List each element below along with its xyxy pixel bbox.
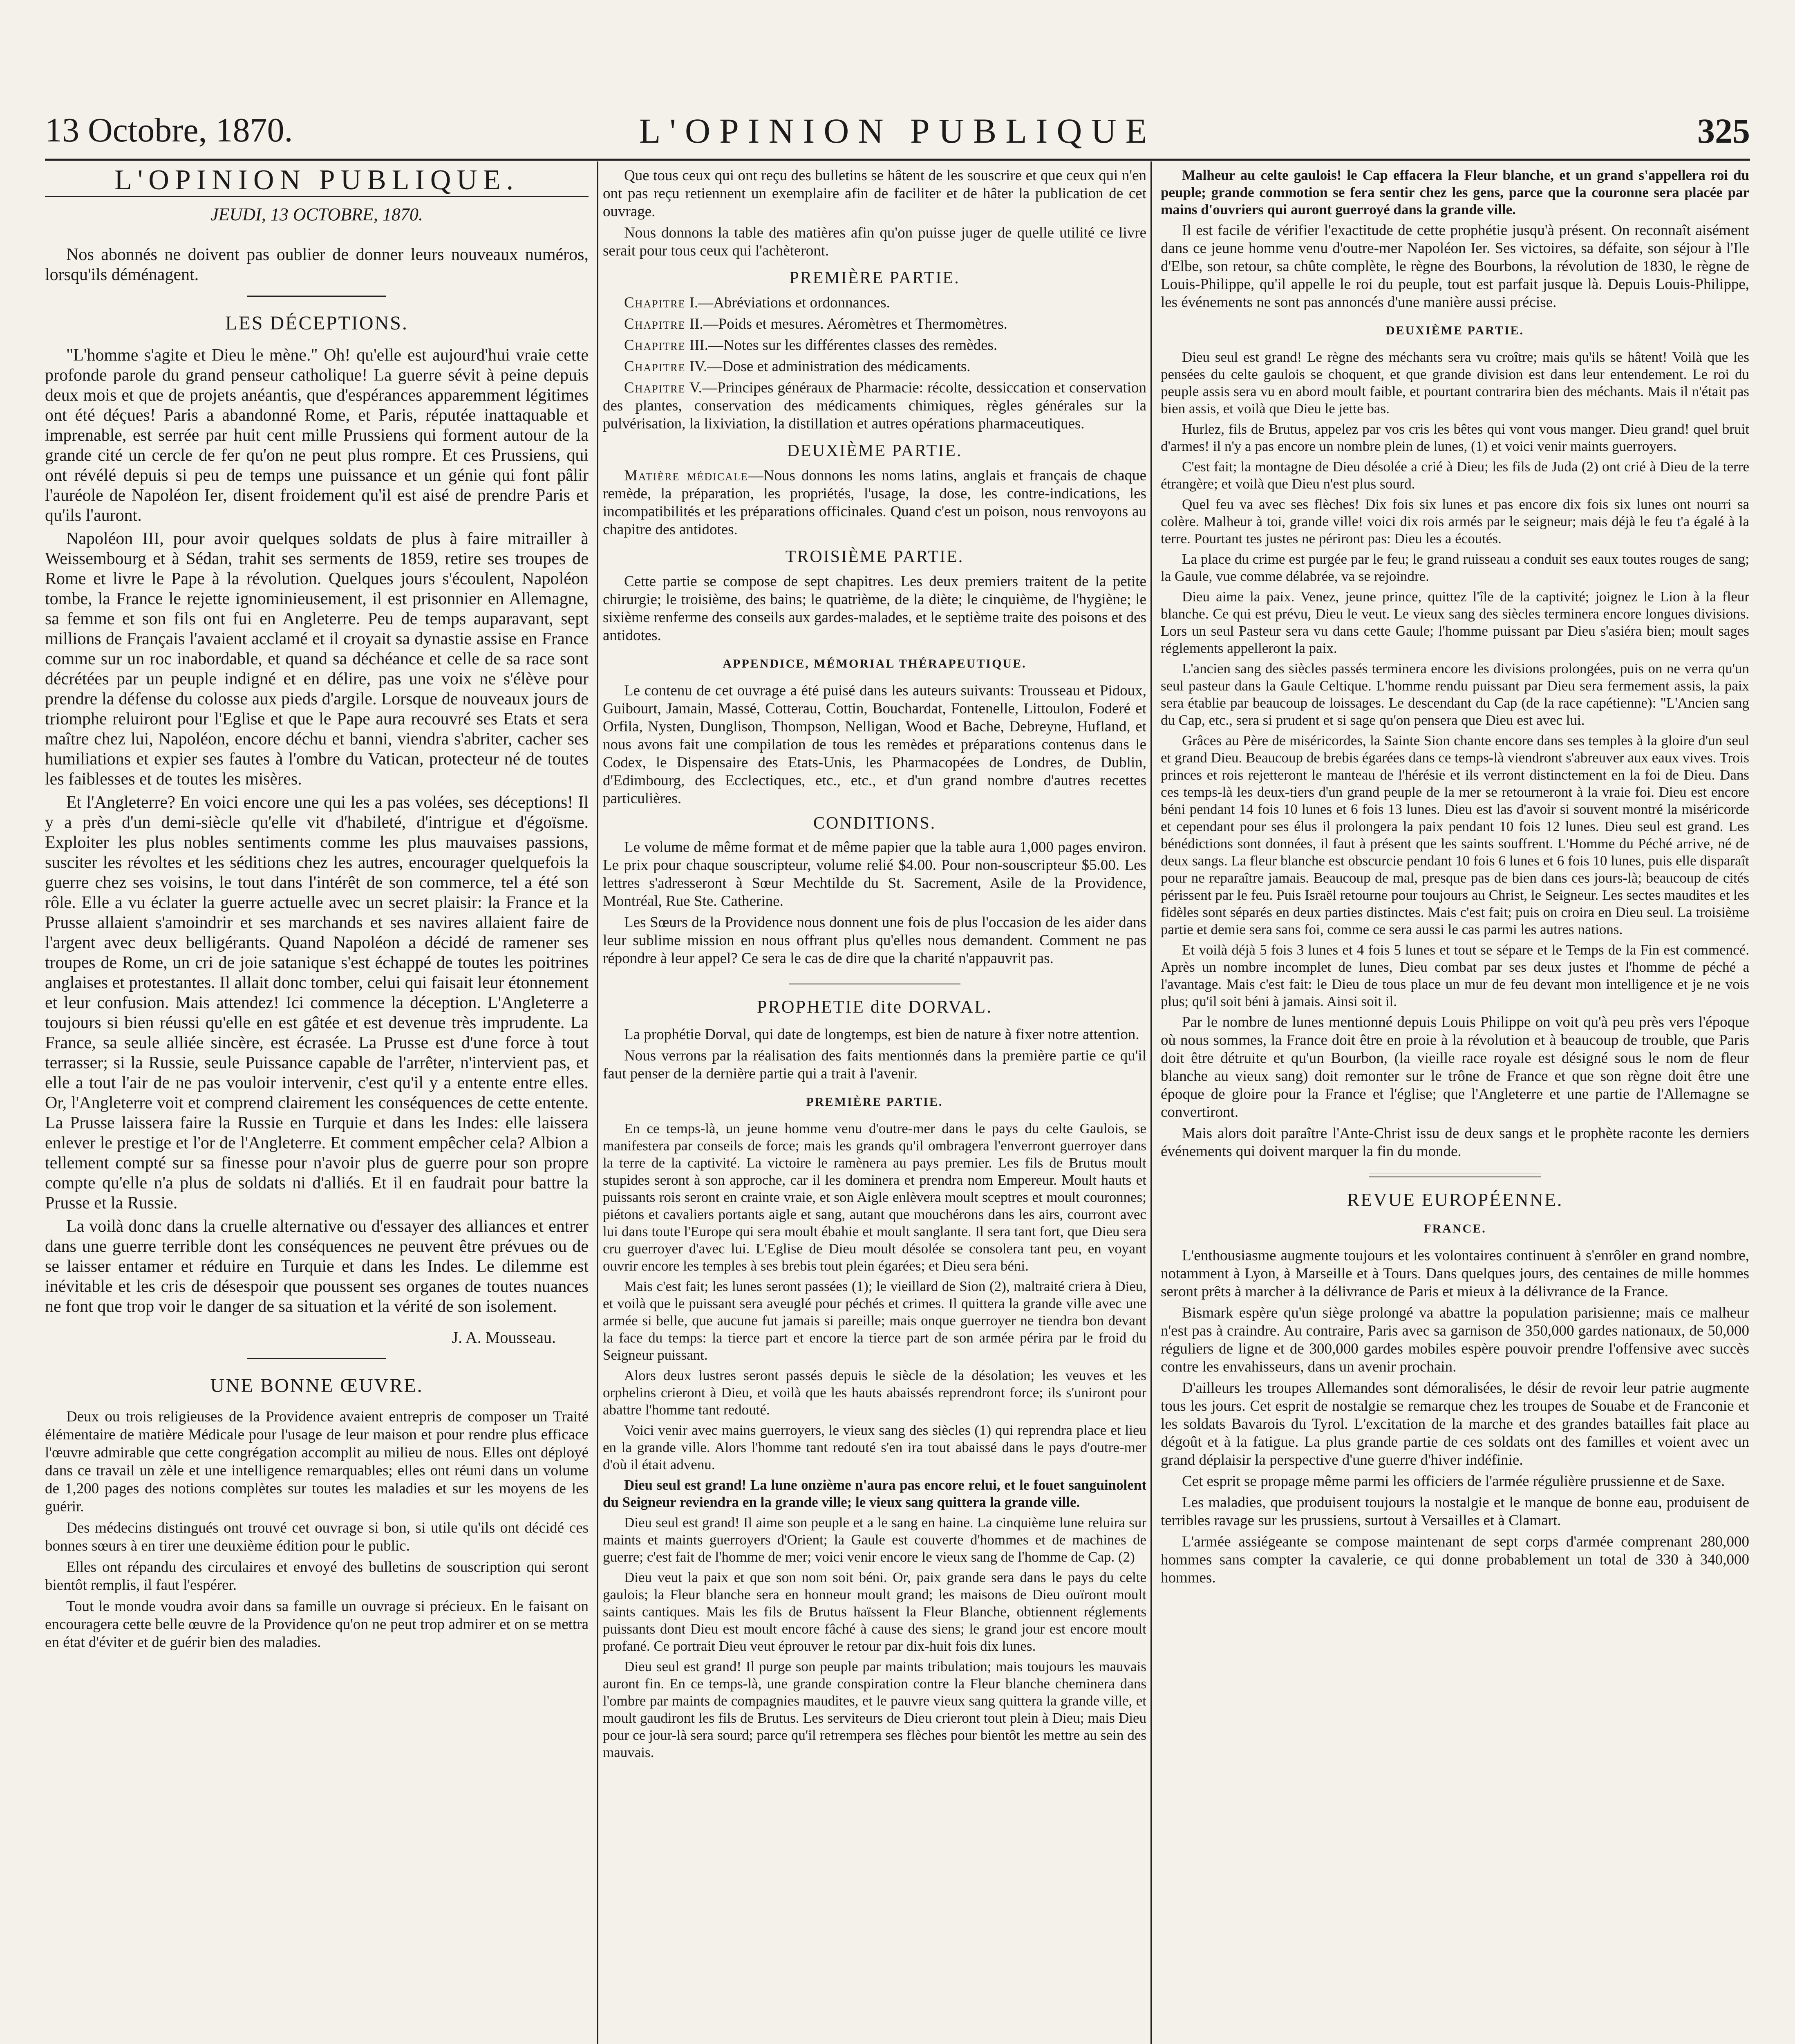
column-1 xyxy=(45,167,589,2044)
masthead-rule xyxy=(45,159,1750,161)
chapter-entry: Chapitre V.—Principes généraux de Pharmacie: récolte, dessiccation et conservation des plantes, conservation des médicaments chimiques, règles générales sur la pulvérisation, la lixiviation, la distillation et autres opérations pharmaceutiques. xyxy=(603,379,1146,432)
paragraph: La place du crime est purgée par le feu; le grand ruisseau a conduit ses eaux toutes rouges de sang; la Gaule, vue comme délabrée, va se rejoindre. xyxy=(1161,551,1749,584)
paragraph: Voici venir avec mains guerroyers, le vieux sang des siècles (1) qui reprendra place et lieu en la grande ville. Alors l'homme tant redouté s'en ira tout abaissé dans le pays d'outre-mer d'où il était advenu. xyxy=(603,1422,1146,1472)
paragraph: Que tous ceux qui ont reçu des bulletins se hâtent de les souscrire et que ceux qui n'en ont pas reçu retiennent un exemplaire afin de faciliter et de hâter la publication de cet ouvrage. xyxy=(603,167,1146,220)
subscriber-notice: Nos abonnés ne doivent pas oublier de donner leurs nouveaux numéros, lorsqu'ils déménagent. xyxy=(45,245,589,284)
paragraph: Mais c'est fait; les lunes seront passées (1); le vieillard de Sion (2), maltraité criera à Dieu, et voilà que le puissant sera aveuglé pour péchés et crimes. Il quittera la grande ville avec une armée si belle, que aucune fut jamais si pareille; mais onque guerroyer ne tiendra bon devant la face du temps: la tierce part et encore la tierce part de son armée périra par le froid du Seigneur puissant. xyxy=(603,1278,1146,1363)
separator xyxy=(247,296,386,297)
paragraph: Cet esprit se propage même parmi les officiers de l'armée régulière prussienne et de Saxe. xyxy=(1182,1473,1725,1490)
paragraph: Napoléon III, pour avoir quelques soldats de plus à faire mitrailler à Weissembourg et à Sédan, trahit ses serments de 1859, retire ses troupes de Rome et livre le Pape à la révolution. Quelques jours s'écoulent, Napoléon tombe, la France le rejette ignominieusement, il est prisonnier en Allemagne, sa femme et son fils ont fui en Angleterre. Peu de temps auparavant, sept millions de Français l'avaient acclamé et il croyait sa dynastie assise en France comme sur un roc inabordable, et quand sa déchéance et celle de sa race sont décrétées par un peuple indigné et en délire, pas une voix ne s'élève pour prendre la défense du colosse aux pieds d'argile. Lorsque de nouveaux jours de triomphe reluiront pour l'Eglise et que le Pape aura recouvré ses Etats et sera maître chez lui, Napoléon, encore déchu et banni, viendra s'abriter, cacher ses humiliations et expier ses fautes à l'ombre du Vatican, protecteur né de toutes les faiblesses et de toutes les misères. xyxy=(45,529,589,789)
paragraph: Alors deux lustres seront passés depuis le siècle de la désolation; les veuves et les orphelins crieront à Dieu, et voilà que les hauts abaissés reprendront force; ils s'uniront pour abattre l'homme tant redouté. xyxy=(603,1367,1146,1418)
article-heading-deceptions: LES DÉCEPTIONS. xyxy=(225,312,408,334)
masthead xyxy=(45,110,1750,155)
materia-medica-entry: Matière médicale—Nous donnons les noms latins, anglais et français de chaque remède, la préparation, les propriétés, l'usage, la dose, les contre-indications, les incompatibilités et les préparations officinales. Quand c'est un poison, nous renvoyons au chapitre des antidotes. xyxy=(603,467,1146,538)
paragraph: La voilà donc dans la cruelle alternative ou d'essayer des alliances et entrer dans une guerre terrible dont les conséquences ne peuvent être prévues ou de se laisser entamer et réduire en Turquie et dans les Indes. Le dilemme est inévitable et les cris de désespoir que poussent ses organes de toutes nuances ne font que trop voir le danger de sa situation et la vérité de son isolement. xyxy=(45,1217,589,1316)
article-heading-revue: REVUE EUROPÉENNE. xyxy=(1347,1189,1563,1210)
paragraph: Des médecins distingués ont trouvé cet ouvrage si bon, si utile qu'ils ont décidé ces bonnes sœurs à en tirer une deuxième édition pour le public. xyxy=(45,1520,589,1554)
author-signature: J. A. Mousseau. xyxy=(452,1328,556,1347)
paragraph: Par le nombre de lunes mentionné depuis Louis Philippe on voit qu'à peu près vers l'époque où nous sommes, la France doit être en proie à la révolution et à beaucoup de trouble, que Paris doit être détruite et qu'un Bourbon, (la vieille race royale est désigné sous le nom de fleur blanche au vieux sang) doit remonter sur le trône de France et que son règne doit être une époque de gloire pour la France et l'église; que l'Angleterre et une partie de l'Allemagne se convertiront. xyxy=(1161,1014,1749,1121)
column-3 xyxy=(1161,167,1749,2044)
paragraph: Dieu seul est grand! Il aime son peuple et a le sang en haine. La cinquième lune reluira sur maints et maints guerroyers d'Orient; la Gaule est couverte d'hommes et de machines de guerre; c'est fait de l'homme de mer; voici venir encore le vieux sang de l'homme de Cap. (2) xyxy=(603,1515,1146,1565)
paragraph: Cette partie se compose de sept chapitres. Les deux premiers traitent de la petite chirurgie; le troisième, des bains; le quatrième, de la diète; le cinquième, de l'hygiène; le sixième renferme des conseils aux gardes-malades, et le septième traite des poisons et des antidotes. xyxy=(603,573,1146,644)
part-heading: DEUXIÈME PARTIE. xyxy=(1385,324,1524,337)
paragraph: Le volume de même format et de même papier que la table aura 1,000 pages environ. Le prix pour chaque souscripteur, volume relié $4.00. Pour non-souscripteur $5.00. Les lettres s'adresseront à Sœur Mechtilde du St. Sacrement, Asile de la Providence, Montréal, Rue Ste. Catherine. xyxy=(603,839,1146,910)
paragraph: Et l'Angleterre? En voici encore une qui les a pas volées, ses déceptions! Il y a près d'un demi-siècle qu'elle vit d'habileté, d'intrigue et d'égoïsme. Exploiter les plus nobles sentiments comme les plus mauvaises passions, susciter les révoltes et les séditions chez les autres, encourager quelquefois la guerre chez ses voisins, le tout dans l'intérêt de son commerce, tel a été son rôle. Elle a vu éclater la guerre actuelle avec un secret plaisir: la France et la Prusse allaient s'amoindrir et ses marchands et ses navires allaient faire de l'argent avec deux belligérants. Quand Napoléon a décidé de ramener ses troupes de Rome, un cri de joie satanique s'est échappé de toutes les poitrines anglaises et protestantes. Il allait donc tomber, celui qui faisait leur étonnement et leur confusion. Mais attendez! Ici commence la déception. L'Angleterre a toujours si bien réussi qu'elle en est gâtée et est devenue très imprudente. La France, sa seule alliée sincère, est écrasée. La Prusse est d'une force à tout terrasser; si la Russie, seule Puissance capable de l'arrêter, n'intervient pas, et elle a tout l'air de ne pas vouloir intervenir, c'est qu'il y a entente entre elles. Or, l'Angleterre voit et comprend clairement les conséquences de cette entente. La Prusse laissera faire la Russie en Turquie et dans les Indes: elle laissera enlever le prestige et l'or de l'Angleterre. Et comment empêcher cela? Albion a tellement compté sur sa finesse pour n'avoir plus de guerre pour son propre compte qu'elle n'a plus de soldats ni d'alliés. Et il en faudrait pour battre la Prusse et la Russie. xyxy=(45,793,589,1213)
paragraph: Dieu aime la paix. Venez, jeune prince, quittez l'île de la captivité; joignez le Lion à la fleur blanche. Ce qui est prévu, Dieu le veut. Le vieux sang des siècles terminera encore longues divisions. Lors un seul Pasteur sera vu dans cette Gaule; l'homme puissant par Dieu s'asiéra bien; moult sages réglements appelleront la paix. xyxy=(1161,589,1749,656)
paragraph: L'enthousiasme augmente toujours et les volontaires continuent à s'enrôler en grand nombre, notamment à Lyon, à Marseille et à Tours. Dans quelques jours, des centaines de mille hommes seront prêts à marcher à la délivrance de Paris et mieux à la délivrance de la France. xyxy=(1161,1247,1749,1300)
separator xyxy=(247,1358,386,1359)
paragraph: Dieu seul est grand! Le règne des méchants sera vu croître; mais qu'ils se hâtent! Voilà que les pensées du celte gaulois se choquent, et que grande division est dans leur entendement. Le roi du peuple assis sera vu en abord moult faible, et pourtant contrarira bien des méchants. Mais il n'était pas bien assis, et voilà que Dieu le jette bas. xyxy=(1161,349,1749,417)
article-heading-dorval: PROPHETIE dite DORVAL. xyxy=(756,997,993,1017)
paragraph: Nous donnons la table des matières afin qu'on puisse juger de quelle utilité ce livre serait pour tous ceux qui l'achèteront. xyxy=(603,224,1146,259)
separator xyxy=(789,980,960,984)
issue-date: 13 Octobre, 1870. xyxy=(45,111,293,149)
chapter-entry: Chapitre II.—Poids et mesures. Aéromètres et Thermomètres. xyxy=(624,316,1007,332)
chapter-entry: Chapitre I.—Abréviations et ordonnances. xyxy=(624,294,890,311)
chapter-entry: Chapitre IV.—Dose et administration des médicaments. xyxy=(624,358,971,375)
paragraph: Dieu seul est grand! Il purge son peuple par maints tribulation; mais toujours les mauvais auront fin. En ce temps-là, une grande conspiration contre la Fleur blanche cheminera dans l'ombre par maints de compagnies maudites, et le pauvre vieux sang quittera la grande ville, et moult gaudiront les fils de Brutus. Les serviteurs de Dieu crieront tout plein à Dieu; mais Dieu pour ce jour-là sera sourd; parce qu'il retrempera ses flèches pour bientôt les mettre au sein des mauvais. xyxy=(603,1659,1146,1760)
appendix-heading: APPENDICE, MÉMORIAL THÉRAPEUTIQUE. xyxy=(723,657,1027,670)
paragraph: Mais alors doit paraître l'Ante-Christ issu de deux sangs et le prophète raconte les derniers événements qui doivent marquer la fin du monde. xyxy=(1161,1125,1749,1160)
paper-title: L'OPINION PUBLIQUE. xyxy=(45,170,589,197)
paragraph: Deux ou trois religieuses de la Providence avaient entrepris de composer un Traité élémentaire de matière Médicale pour l'usage de leur maison et pour rendre plus efficace l'œuvre admirable que cette congrégation accomplit au milieu de nous. Elles ont déployé dans ce travail un zèle et une intelligence remarquables; elles ont réuni dans un volume de 1,200 pages des notions complètes sur toutes les maladies et sur les moyens de les guérir. xyxy=(45,1408,589,1515)
dateline: JEUDI, 13 OCTOBRE, 1870. xyxy=(210,204,423,224)
paragraph: Elles ont répandu des circulaires et envoyé des bulletins de souscription qui seront bientôt remplis, il faut l'espérer. xyxy=(45,1559,589,1594)
paragraph: L'armée assiégeante se compose maintenant de sept corps d'armée comprenant 280,000 hommes sans compter la cavalerie, ce qui donne probablement un total de 330 à 340,000 hommes. xyxy=(1161,1533,1749,1586)
paragraph: Dieu seul est grand! La lune onzième n'aura pas encore relui, et le fouet sanguinolent du Seigneur reviendra en la grande ville; le vieux sang quittera la grande ville. xyxy=(603,1477,1146,1510)
paragraph: "L'homme s'agite et Dieu le mène." Oh! qu'elle est aujourd'hui vraie cette profonde parole du grand penseur catholique! La guerre sévit à peine depuis deux mois et que de projets anéantis, que d'espérances apparemment légitimes ont été déçues! Paris a abandonné Rome, et Paris, réputée inattaquable et imprenable, est serrée par huit cent mille Prussiens qui forment autour de la grande cité un cercle de fer qu'on ne peut plus rompre. Et ces Prussiens, qui ont révélé depuis si peu de temps une puissance et un génie qui font pâlir l'auréole de Napoléon Ier, disent froidement qu'il est aisé de prendre Paris et qu'ils l'auront. xyxy=(45,346,589,525)
column-divider xyxy=(597,161,598,2044)
paragraph: Malheur au celte gaulois! le Cap effacera la Fleur blanche, et un grand s'appellera roi du peuple; grande commotion se fera sentir chez les gens, parce que la couronne sera placée par mains d'ouvriers qui auront guerroyé dans la grande ville. xyxy=(1161,167,1749,217)
conditions-heading: CONDITIONS. xyxy=(813,814,936,833)
paragraph: D'ailleurs les troupes Allemandes sont démoralisées, le désir de revoir leur patrie augmente tous les jours. Cet esprit de nostalgie se remarque chez les troupes de Souabe et de Franconie et les soldats Bavarois du Tyrol. L'excitation de la marche et des grandes batailles fait place au dégoût et à la fatigue. La plus grande partie de ces soldats ont des familles et voient avec un grand déplaisir la perspective d'une guerre d'hiver indéfinie. xyxy=(1161,1380,1749,1468)
paragraph: L'ancien sang des siècles passés terminera encore les divisions prolongées, puis on ne verra qu'un seul pasteur dans la Gaule Celtique. L'homme rendu puissant par Dieu sera fermement assis, la paix sera établie par beaucoup de loissages. Le descendant du Cap (de la race capétienne): "L'Ancien sang du Cap, etc., sera si prudent et si sage qu'on pensera que Dieu est avec lui. xyxy=(1161,661,1749,728)
paragraph: Hurlez, fils de Brutus, appelez par vos cris les bêtes qui vont vous manger. Dieu grand! quel bruit d'armes! il n'y a pas encore un nombre plein de lunes, (1) et voici venir maints guerroyers. xyxy=(1161,421,1749,454)
chapter-entry: Chapitre III.—Notes sur les différentes classes des remèdes. xyxy=(624,337,998,354)
column-divider xyxy=(1150,161,1152,2044)
paragraph: Il est facile de vérifier l'exactitude de cette prophétie jusqu'à présent. On reconnaît aisément dans ce jeune homme venu d'outre-mer Napoléon Ier. Ses victoires, sa défaite, son séjour à l'Ile d'Elbe, son retour, sa chûte complète, le règne des Bourbons, la révolution de 1830, le règne de Louis-Philippe, qu'il appelle le roi du peuple, tout est parfait jusque là. Depuis Louis-Philippe, les événements ne sont pas annoncés d'une manière aussi précise. xyxy=(1161,222,1749,311)
paragraph: C'est fait; la montagne de Dieu désolée a crié à Dieu; les fils de Juda (2) ont crié à Dieu de la terre étrangère; et voilà que Dieu n'est plus sourd. xyxy=(1161,459,1749,492)
paragraph: Tout le monde voudra avoir dans sa famille un ouvrage si précieux. En le faisant on encouragera cette belle œuvre de la Providence qu'on ne peut trop admirer et on se mettra en état d'éviter et de guérir bien des maladies. xyxy=(45,1598,589,1651)
paragraph: Les maladies, que produisent toujours la nostalgie et le manque de bonne eau, produisent de terribles ravage sur les prussiens, surtout à Versailles et à Clamart. xyxy=(1161,1494,1749,1529)
paragraph: Le contenu de cet ouvrage a été puisé dans les auteurs suivants: Trousseau et Pidoux, Guibourt, Jamain, Massé, Cotterau, Cottin, Bouchardat, Fontenelle, Littoulon, Foderé et Orfila, Nysten, Dunglison, Thompson, Nelligan, Wood et Bache, Debreyne, Hufland, et nous avons fait une compilation de tous les remèdes et préparations contenus dans le Codex, le Dispensaire des Etats-Unis, les Pharmacopées de Londres, de Dublin, d'Edimbourg, des Ecclectiques, etc., etc., et d'un grand nombre d'autres recettes particulières. xyxy=(603,682,1146,807)
part-heading: DEUXIÈME PARTIE. xyxy=(787,442,962,460)
section-heading-france: FRANCE. xyxy=(1423,1222,1486,1235)
paragraph: La prophétie Dorval, qui date de longtemps, est bien de nature à fixer notre attention. xyxy=(624,1026,1139,1043)
page-number: 325 xyxy=(1697,111,1750,150)
paragraph: Nous verrons par la réalisation des faits mentionnés dans la première partie ce qu'il faut penser de la dernière partie qui a trait à l'avenir. xyxy=(603,1047,1146,1082)
paragraph: Et voilà déjà 5 fois 3 lunes et 4 fois 5 lunes et tout se sépare et le Temps de la Fin est commencé. Après un nombre incomplet de lunes, Dieu combat par ses deux justes et l'homme de péché a l'avantage. Mais c'est fait: le Dieu de tous place un mur de feu devant mon intelligence et je ne vois plus; qu'il soit béni à jamais. Ainsi soit il. xyxy=(1161,942,1749,1009)
part-heading: TROISIÈME PARTIE. xyxy=(785,547,964,566)
paragraph: En ce temps-là, un jeune homme venu d'outre-mer dans le pays du celte Gaulois, se manifestera par conseils de force; mais les grands qu'il ombragera l'enverront guerroyer dans la terre de la captivité. La victoire le ramènera au pays premier. Les fils de Brutus moult stupides seront à son approche, car il les dominera et prendra nom Empereur. Moult hauts et puissants rois seront en crainte vraie, et son Aigle enlèvera moult sceptres et moult couronnes; piétons et cavaliers portants aigle et sang, autant que mouchérons dans les airs, courront avec lui dans toute l'Europe qui sera moult ébahie et moult sanglante. Il sera tant fort, que Dieu sera cru guerroyer d'avec lui. L'Eglise de Dieu moult désolée se consolera tant peu, en voyant ouvrir encore les temples à ses brebis tout plein égarées; et Dieu sera béni. xyxy=(603,1121,1146,1274)
column-2 xyxy=(603,167,1146,2044)
newspaper-title: L'OPINION PUBLIQUE xyxy=(639,111,1156,150)
paragraph: Les Sœurs de la Providence nous donnent une fois de plus l'occasion de les aider dans leur sublime mission en nous offrant plus qu'elles nous demandent. Comment ne pas répondre à leur appel? Ce sera le cas de dire que la charité n'appauvrit pas. xyxy=(603,914,1146,967)
separator xyxy=(1369,1173,1541,1177)
paragraph: Quel feu va avec ses flèches! Dix fois six lunes et pas encore dix fois six lunes ont nourri sa colère. Malheur à toi, grande ville! voici dix rois armés par le seigneur; mais déjà le feu t'a égalé à la terre. Pourtant tes justes ne périront pas: Dieu les a écoutés. xyxy=(1161,496,1749,547)
article-heading-bonne-oeuvre: UNE BONNE ŒUVRE. xyxy=(210,1375,423,1396)
part-heading: PREMIÈRE PARTIE. xyxy=(806,1095,943,1109)
paragraph: Dieu veut la paix et que son nom soit béni. Or, paix grande sera dans le pays du celte gaulois; la Fleur blanche sera en honneur moult grand; les maisons de Dieu ouïront moult saints cantiques. Mais les fils de Brutus haïssent la Fleur Blanche, obtiennent réglements puissants dont Dieu est moult encore fâché à cause des siens; le grand jour est encore moult profané. Ce portrait Dieu veut éprouver le retour par dix-huit fois dix lunes. xyxy=(603,1569,1146,1654)
part-heading: PREMIÈRE PARTIE. xyxy=(789,269,960,287)
paragraph: Bismark espère qu'un siège prolongé va abattre la population parisienne; mais ce malheur n'est pas à craindre. Au contraire, Paris avec sa garnison de 350,000 gardes nationaux, de 50,000 réguliers de ligne et de 300,000 gardes mobiles espère pouvoir prendre l'offensive avec succès contre les envahisseurs, dans un avenir prochain. xyxy=(1161,1304,1749,1375)
paragraph: Grâces au Père de miséricordes, la Sainte Sion chante encore dans ses temples à la gloire d'un seul et grand Dieu. Beaucoup de brebis égarées dans ce temps-là viendront s'abreuver aux eaux vives. Trois princes et rois rejetteront le manteau de l'hérésie et ils verront distinctement en la foi de Dieu. Dans ces temps-là les deux-tiers d'un grand peuple de la mer se retourneront à la vraie foi. Dieu est encore béni pendant 14 fois 10 lunes et 6 fois 13 lunes. Dieu est las d'avoir si souvent montré la miséricorde et cependant pour ses élus il prolongera la paix pendant 10 fois 12 lunes. Dieu seul est grand. Les bénédictions sont données, il faut à présent que les saints souffrent. L'Homme du Péché arrive, né de deux sangs. La fleur blanche est obscurcie pendant 10 fois 6 lunes et 6 fois 10 lunes, puis elle disparaît pour ne reparaître jamais. Beaucoup de mal, presque pas de bien dans ces jours-là; beaucoup de cités périssent par le feu. Puis Israël retourne pour toujours au Christ, le Seigneur. Les sectes maudites et les fidèles sont séparés en deux parties distinctes. Mais c'est fait; puis on croira en Dieu seul. La troisième partie et demie sera sans foi, comme ce sera aussi le cas parmi les autres nations. xyxy=(1161,733,1749,937)
